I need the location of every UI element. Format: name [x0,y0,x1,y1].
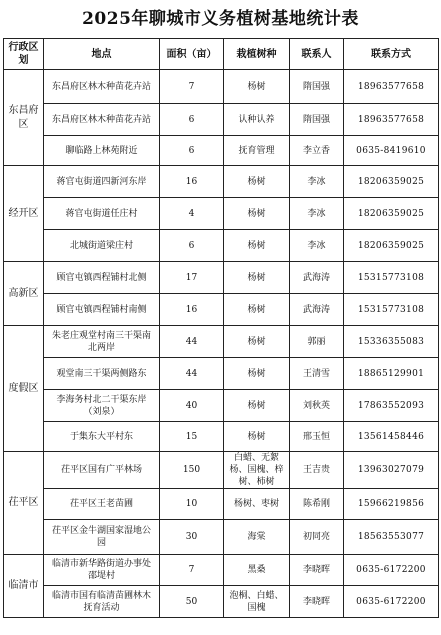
table-row [4,489,439,520]
cell-area: 6 [160,104,224,136]
table-row [4,166,439,198]
cell-district: 度假区 [4,326,44,452]
table-row [4,198,439,230]
cell-place: 蒋官屯街道四新河东岸 [44,166,160,198]
cell-area: 4 [160,198,224,230]
cell-place: 观堂南三干渠两侧路东 [44,358,160,390]
cell-contact: 王吉贵 [290,452,344,489]
cell-phone: 18963577658 [344,104,439,136]
cell-place: 于集东大平村东 [44,422,160,452]
cell-species: 杨树 [224,422,290,452]
cell-place: 茌平区金牛湖国家湿地公园 [44,520,160,555]
header-area: 面积（亩） [160,39,224,70]
cell-phone: 17863552093 [344,390,439,422]
cell-phone: 18563553077 [344,520,439,555]
cell-phone: 15966219856 [344,489,439,520]
cell-species: 杨树 [224,390,290,422]
cell-phone: 18963577658 [344,70,439,104]
cell-area: 7 [160,70,224,104]
table-row [4,262,439,294]
cell-species: 抚育管理 [224,136,290,166]
table-row [4,136,439,166]
cell-contact: 初同亮 [290,520,344,555]
header-phone: 联系方式 [344,39,439,70]
header-row [4,39,439,70]
cell-area: 6 [160,230,224,262]
cell-species: 海棠 [224,520,290,555]
cell-species: 杨树 [224,326,290,358]
header-contact: 联系人 [290,39,344,70]
cell-species: 杨树 [224,358,290,390]
cell-area: 16 [160,294,224,326]
cell-species: 杨树 [224,70,290,104]
table-row [4,555,439,586]
table-row [4,230,439,262]
table-row [4,390,439,422]
cell-contact: 李晓晖 [290,586,344,618]
table-row [4,326,439,358]
cell-place: 蒋官屯街道任庄村 [44,198,160,230]
cell-species: 杨树 [224,262,290,294]
cell-phone: 0635-6172200 [344,555,439,586]
cell-place: 东昌府区林木种苗花卉站 [44,104,160,136]
cell-contact: 李冰 [290,166,344,198]
cell-phone: 13963027079 [344,452,439,489]
cell-contact: 王清雪 [290,358,344,390]
cell-species: 认种认养 [224,104,290,136]
cell-area: 44 [160,326,224,358]
cell-contact: 李冰 [290,198,344,230]
table-row [4,452,439,489]
cell-area: 7 [160,555,224,586]
cell-area: 40 [160,390,224,422]
cell-phone: 0635-6172200 [344,586,439,618]
cell-district: 高新区 [4,262,44,326]
page-title: 2025年聊城市义务植树基地统计表 [82,9,359,29]
cell-phone: 18206359025 [344,198,439,230]
table-row [4,520,439,555]
cell-area: 6 [160,136,224,166]
cell-place: 临清市新华路街道办事处邵堤村 [44,555,160,586]
cell-phone: 18206359025 [344,166,439,198]
cell-species: 杨树 [224,198,290,230]
cell-contact: 李冰 [290,230,344,262]
cell-species: 杨树、枣树 [224,489,290,520]
cell-phone: 18865129901 [344,358,439,390]
cell-phone: 15315773108 [344,294,439,326]
cell-contact: 李立香 [290,136,344,166]
header-place: 地点 [44,39,160,70]
cell-place: 临清市国有临清苗圃林木抚育活动 [44,586,160,618]
cell-species: 泡桐、白蜡、国槐 [224,586,290,618]
cell-district: 临清市 [4,555,44,618]
planting-base-table [3,38,439,618]
cell-contact: 李晓晖 [290,555,344,586]
cell-species: 黑桑 [224,555,290,586]
cell-area: 30 [160,520,224,555]
cell-species: 白蜡、无絮杨、国槐、梓树、柿树 [224,452,290,489]
cell-place: 茌平区国有广平林场 [44,452,160,489]
cell-district: 经开区 [4,166,44,262]
cell-phone: 18206359025 [344,230,439,262]
cell-contact: 刘秋英 [290,390,344,422]
cell-place: 茌平区王老苗圃 [44,489,160,520]
header-district: 行政区划 [4,39,44,70]
cell-place: 李海务村北二干渠东岸（刘泉） [44,390,160,422]
cell-area: 10 [160,489,224,520]
cell-contact: 郭丽 [290,326,344,358]
cell-species: 杨树 [224,166,290,198]
cell-place: 朱老庄观堂村南三干渠南北两岸 [44,326,160,358]
cell-contact: 武海涛 [290,294,344,326]
cell-phone: 0635-8419610 [344,136,439,166]
cell-place: 顾官屯镇西程铺村南侧 [44,294,160,326]
cell-species: 杨树 [224,294,290,326]
table-row [4,358,439,390]
cell-contact: 隋国强 [290,104,344,136]
cell-contact: 隋国强 [290,70,344,104]
cell-area: 50 [160,586,224,618]
table-row [4,294,439,326]
cell-area: 17 [160,262,224,294]
cell-contact: 邢玉恒 [290,422,344,452]
cell-phone: 15315773108 [344,262,439,294]
cell-district: 茌平区 [4,452,44,555]
table-row [4,586,439,618]
cell-species: 杨树 [224,230,290,262]
cell-area: 15 [160,422,224,452]
cell-phone: 13561458446 [344,422,439,452]
cell-place: 东昌府区林木种苗花卉站 [44,70,160,104]
header-species: 栽植树种 [224,39,290,70]
cell-phone: 15336355083 [344,326,439,358]
cell-district: 东昌府区 [4,70,44,166]
cell-area: 44 [160,358,224,390]
table-row [4,104,439,136]
cell-contact: 武海涛 [290,262,344,294]
cell-contact: 陈希刚 [290,489,344,520]
table-row [4,422,439,452]
cell-area: 150 [160,452,224,489]
cell-place: 聊临路上林苑附近 [44,136,160,166]
cell-area: 16 [160,166,224,198]
cell-place: 北城街道梁庄村 [44,230,160,262]
table-row [4,70,439,104]
cell-place: 顾官屯镇西程铺村北侧 [44,262,160,294]
table-body [4,70,439,618]
